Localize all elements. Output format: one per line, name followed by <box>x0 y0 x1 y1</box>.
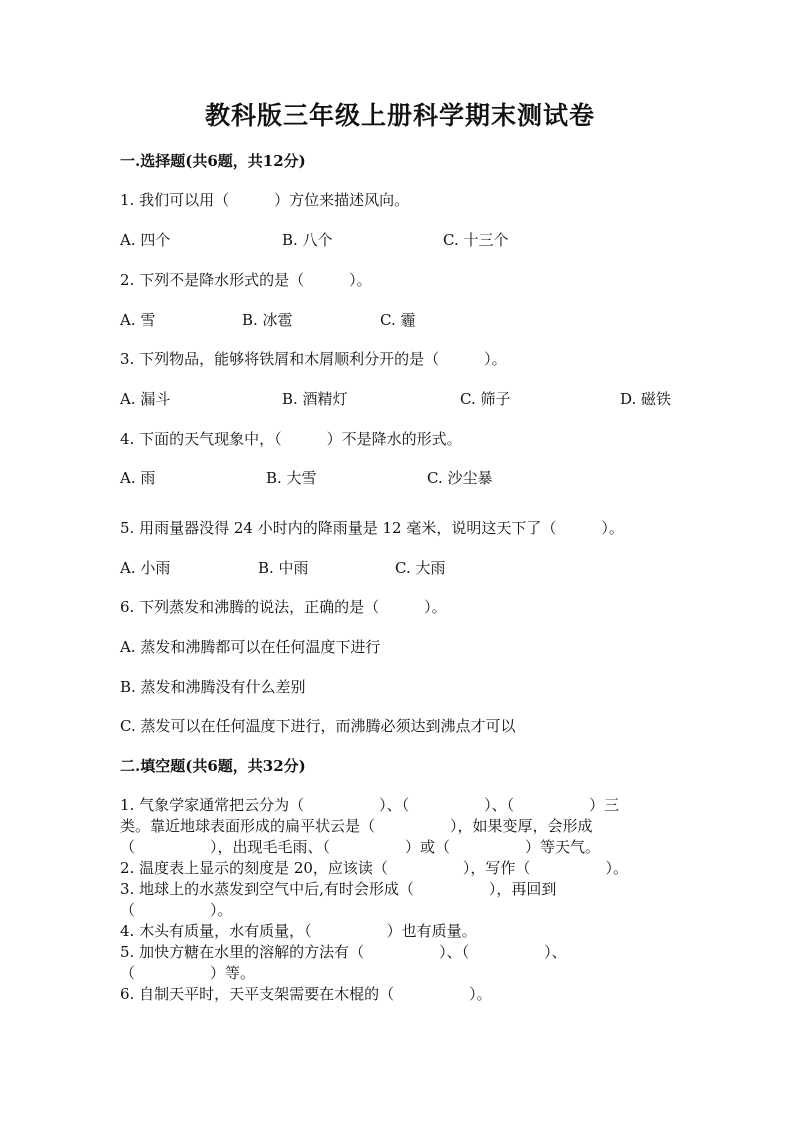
question-3: 3. 下列物品，能够将铁屑和木屑顺利分开的是（ ）。 <box>120 350 507 368</box>
fill-line-6: （ ）。 <box>120 901 233 919</box>
fill-line-1: 1. 气象学家通常把云分为（ ）、（ ）、（ ）三 <box>120 796 620 814</box>
fill-line-7: 4. 木头有质量，水有质量，（ ）也有质量。 <box>120 922 477 940</box>
q6-option-b: B. 蒸发和沸腾没有什么差别 <box>120 678 306 696</box>
fill-line-5: 3. 地球上的水蒸发到空气中后,有时会形成（ ），再回到 <box>120 880 557 898</box>
section-heading-fill: 二.填空题(共6题，共32分) <box>120 757 306 775</box>
q2-option-a: A. 雪 <box>120 311 156 329</box>
q4-option-b: B. 大雪 <box>266 469 317 487</box>
q2-option-b: B. 冰雹 <box>242 311 293 329</box>
q3-option-b: B. 酒精灯 <box>282 390 348 408</box>
q1-option-b: B. 八个 <box>282 231 333 249</box>
q1-option-a: A. 四个 <box>120 231 171 249</box>
q3-option-c: C. 筛子 <box>460 390 511 408</box>
question-1: 1. 我们可以用（ ）方位来描述风向。 <box>120 191 410 209</box>
question-4: 4. 下面的天气现象中，（ ）不是降水的形式。 <box>120 430 462 448</box>
fill-line-9: （ ）等。 <box>120 964 256 982</box>
q2-option-c: C. 霾 <box>380 311 416 329</box>
fill-line-2: 类。靠近地球表面形成的扁平状云是（ ），如果变厚，会形成 <box>120 817 593 835</box>
q6-option-c: C. 蒸发可以在任何温度下进行，而沸腾必须达到沸点才可以 <box>120 717 516 735</box>
question-5: 5. 用雨量器没得 24 小时内的降雨量是 12 毫米，说明这天下了（ ）。 <box>120 519 624 537</box>
q4-option-a: A. 雨 <box>120 469 156 487</box>
q6-option-a: A. 蒸发和沸腾都可以在任何温度下进行 <box>120 638 381 656</box>
q4-option-c: C. 沙尘暴 <box>427 469 493 487</box>
q3-option-a: A. 漏斗 <box>120 390 171 408</box>
fill-line-8: 5. 加快方糖在水里的溶解的方法有（ ）、（ ）、 <box>120 943 567 961</box>
question-2: 2. 下列不是降水形式的是（ ）。 <box>120 271 372 289</box>
fill-line-3: （ ），出现毛毛雨、（ ）或（ ）等天气。 <box>120 838 601 856</box>
fill-line-4: 2. 温度表上显示的刻度是 20，应该读（ ），写作（ ）。 <box>120 859 628 877</box>
question-6: 6. 下列蒸发和沸腾的说法，正确的是（ ）。 <box>120 598 447 616</box>
q3-option-d: D. 磁铁 <box>620 390 672 408</box>
section-heading-choice: 一.选择题(共6题，共12分) <box>120 152 306 170</box>
q5-option-a: A. 小雨 <box>120 559 171 577</box>
q5-option-b: B. 中雨 <box>258 559 309 577</box>
page-title: 教科版三年级上册科学期末测试卷 <box>204 101 595 130</box>
fill-line-10: 6. 自制天平时，天平支架需要在木棍的（ ）。 <box>120 985 492 1003</box>
q5-option-c: C. 大雨 <box>395 559 446 577</box>
q1-option-c: C. 十三个 <box>443 231 509 249</box>
